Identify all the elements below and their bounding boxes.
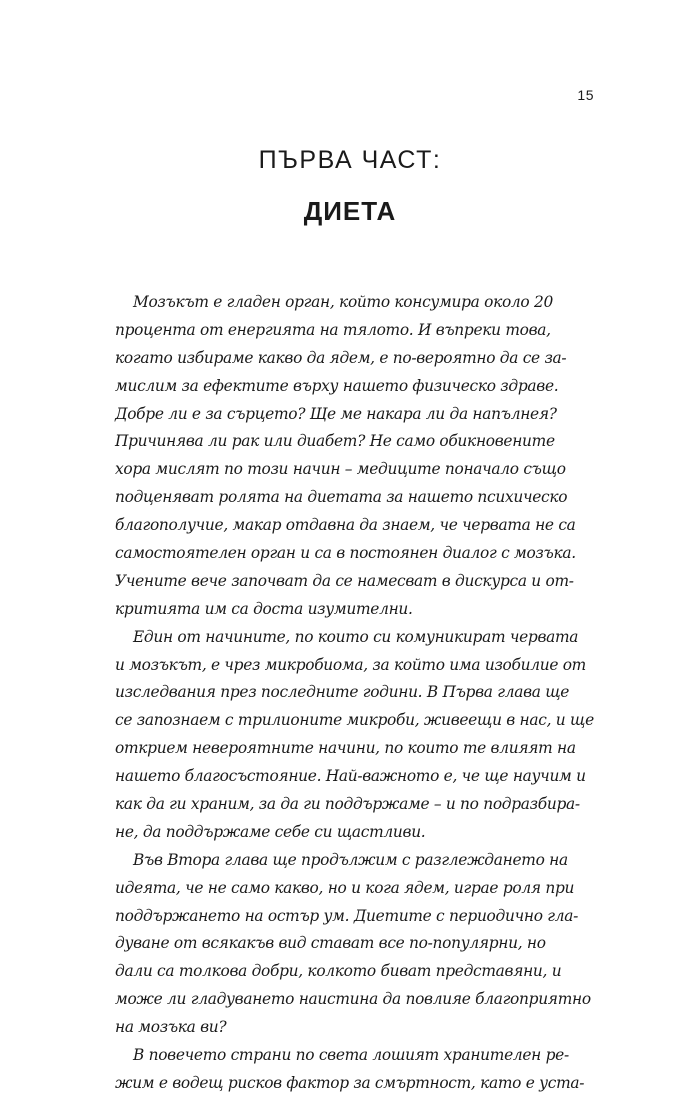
body-line: се запознаем с трилионите микроби, живеещи в нас, и ще xyxy=(115,711,594,730)
body-line: поддържането на остър ум. Диетите с периодично гла- xyxy=(115,906,579,925)
body-text xyxy=(115,289,605,1098)
body-line: Причинява ли рак или диабет? Не само обикновените xyxy=(115,432,555,451)
body-line: подценяват ролята на диетата за нашето психическо xyxy=(115,488,568,507)
body-line: когато избираме какво да ядем, е по-вероятно да се за- xyxy=(115,348,567,367)
body-line: В повечето страни по света лошият хранителен ре- xyxy=(133,1046,569,1065)
body-line: може ли гладуването наистина да повлияе благоприятно xyxy=(115,990,591,1009)
body-line: на мозъка ви? xyxy=(115,1018,227,1037)
body-line: изследвания през последните години. В Първа глава ще xyxy=(115,683,570,702)
body-line: как да ги храним, за да ги поддържаме – и по подразбира- xyxy=(115,795,580,814)
part-title: ПЪРВА ЧАСТ: xyxy=(258,146,442,174)
body-line: мислим за ефектите върху нашето физическо здраве. xyxy=(115,376,559,395)
body-line: дали са толкова добри, колкото биват представяни, и xyxy=(115,962,562,981)
body-line: критията им са доста изумителни. xyxy=(115,599,413,618)
body-line: открием невероятните начини, по които те влияят на xyxy=(115,739,576,758)
body-line: процента от енергията на тялото. И въпреки това, xyxy=(115,320,551,339)
page-number: 15 xyxy=(577,87,594,103)
body-line: идеята, че не само какво, но и кога ядем, играе роля при xyxy=(115,878,575,897)
body-line: жим е водещ рисков фактор за смъртност, като е уста- xyxy=(115,1073,585,1092)
body-line: дуване от всякакъв вид стават все по-популярни, но xyxy=(115,934,546,953)
body-line: Един от начините, по които си комуникират червата xyxy=(133,627,579,646)
body-line: Във Втора глава ще продължим с разглеждането на xyxy=(133,850,568,869)
body-line: нашето благосъстояние. Най-важното е, че ще научим и xyxy=(115,767,586,786)
body-line: не, да поддържаме себе си щастливи. xyxy=(115,822,426,841)
chapter-title: ДИЕТА xyxy=(303,196,397,226)
body-line: хора мислят по този начин – медиците поначало също xyxy=(115,460,566,479)
body-line: Мозъкът е гладен орган, който консумира около 20 xyxy=(133,293,553,311)
body-line: благополучие, макар отдавна да знаем, че червата не са xyxy=(115,516,576,535)
body-line: и мозъкът, е чрез микробиома, за който има изобилие от xyxy=(115,655,586,674)
body-line: Добре ли е за сърцето? Ще ме накара ли да напълнея? xyxy=(115,404,557,423)
body-line: Учените вече започват да се намесват в дискурса и от- xyxy=(115,571,574,590)
body-line: самостоятелен орган и са в постоянен диалог с мозъка. xyxy=(115,544,576,563)
